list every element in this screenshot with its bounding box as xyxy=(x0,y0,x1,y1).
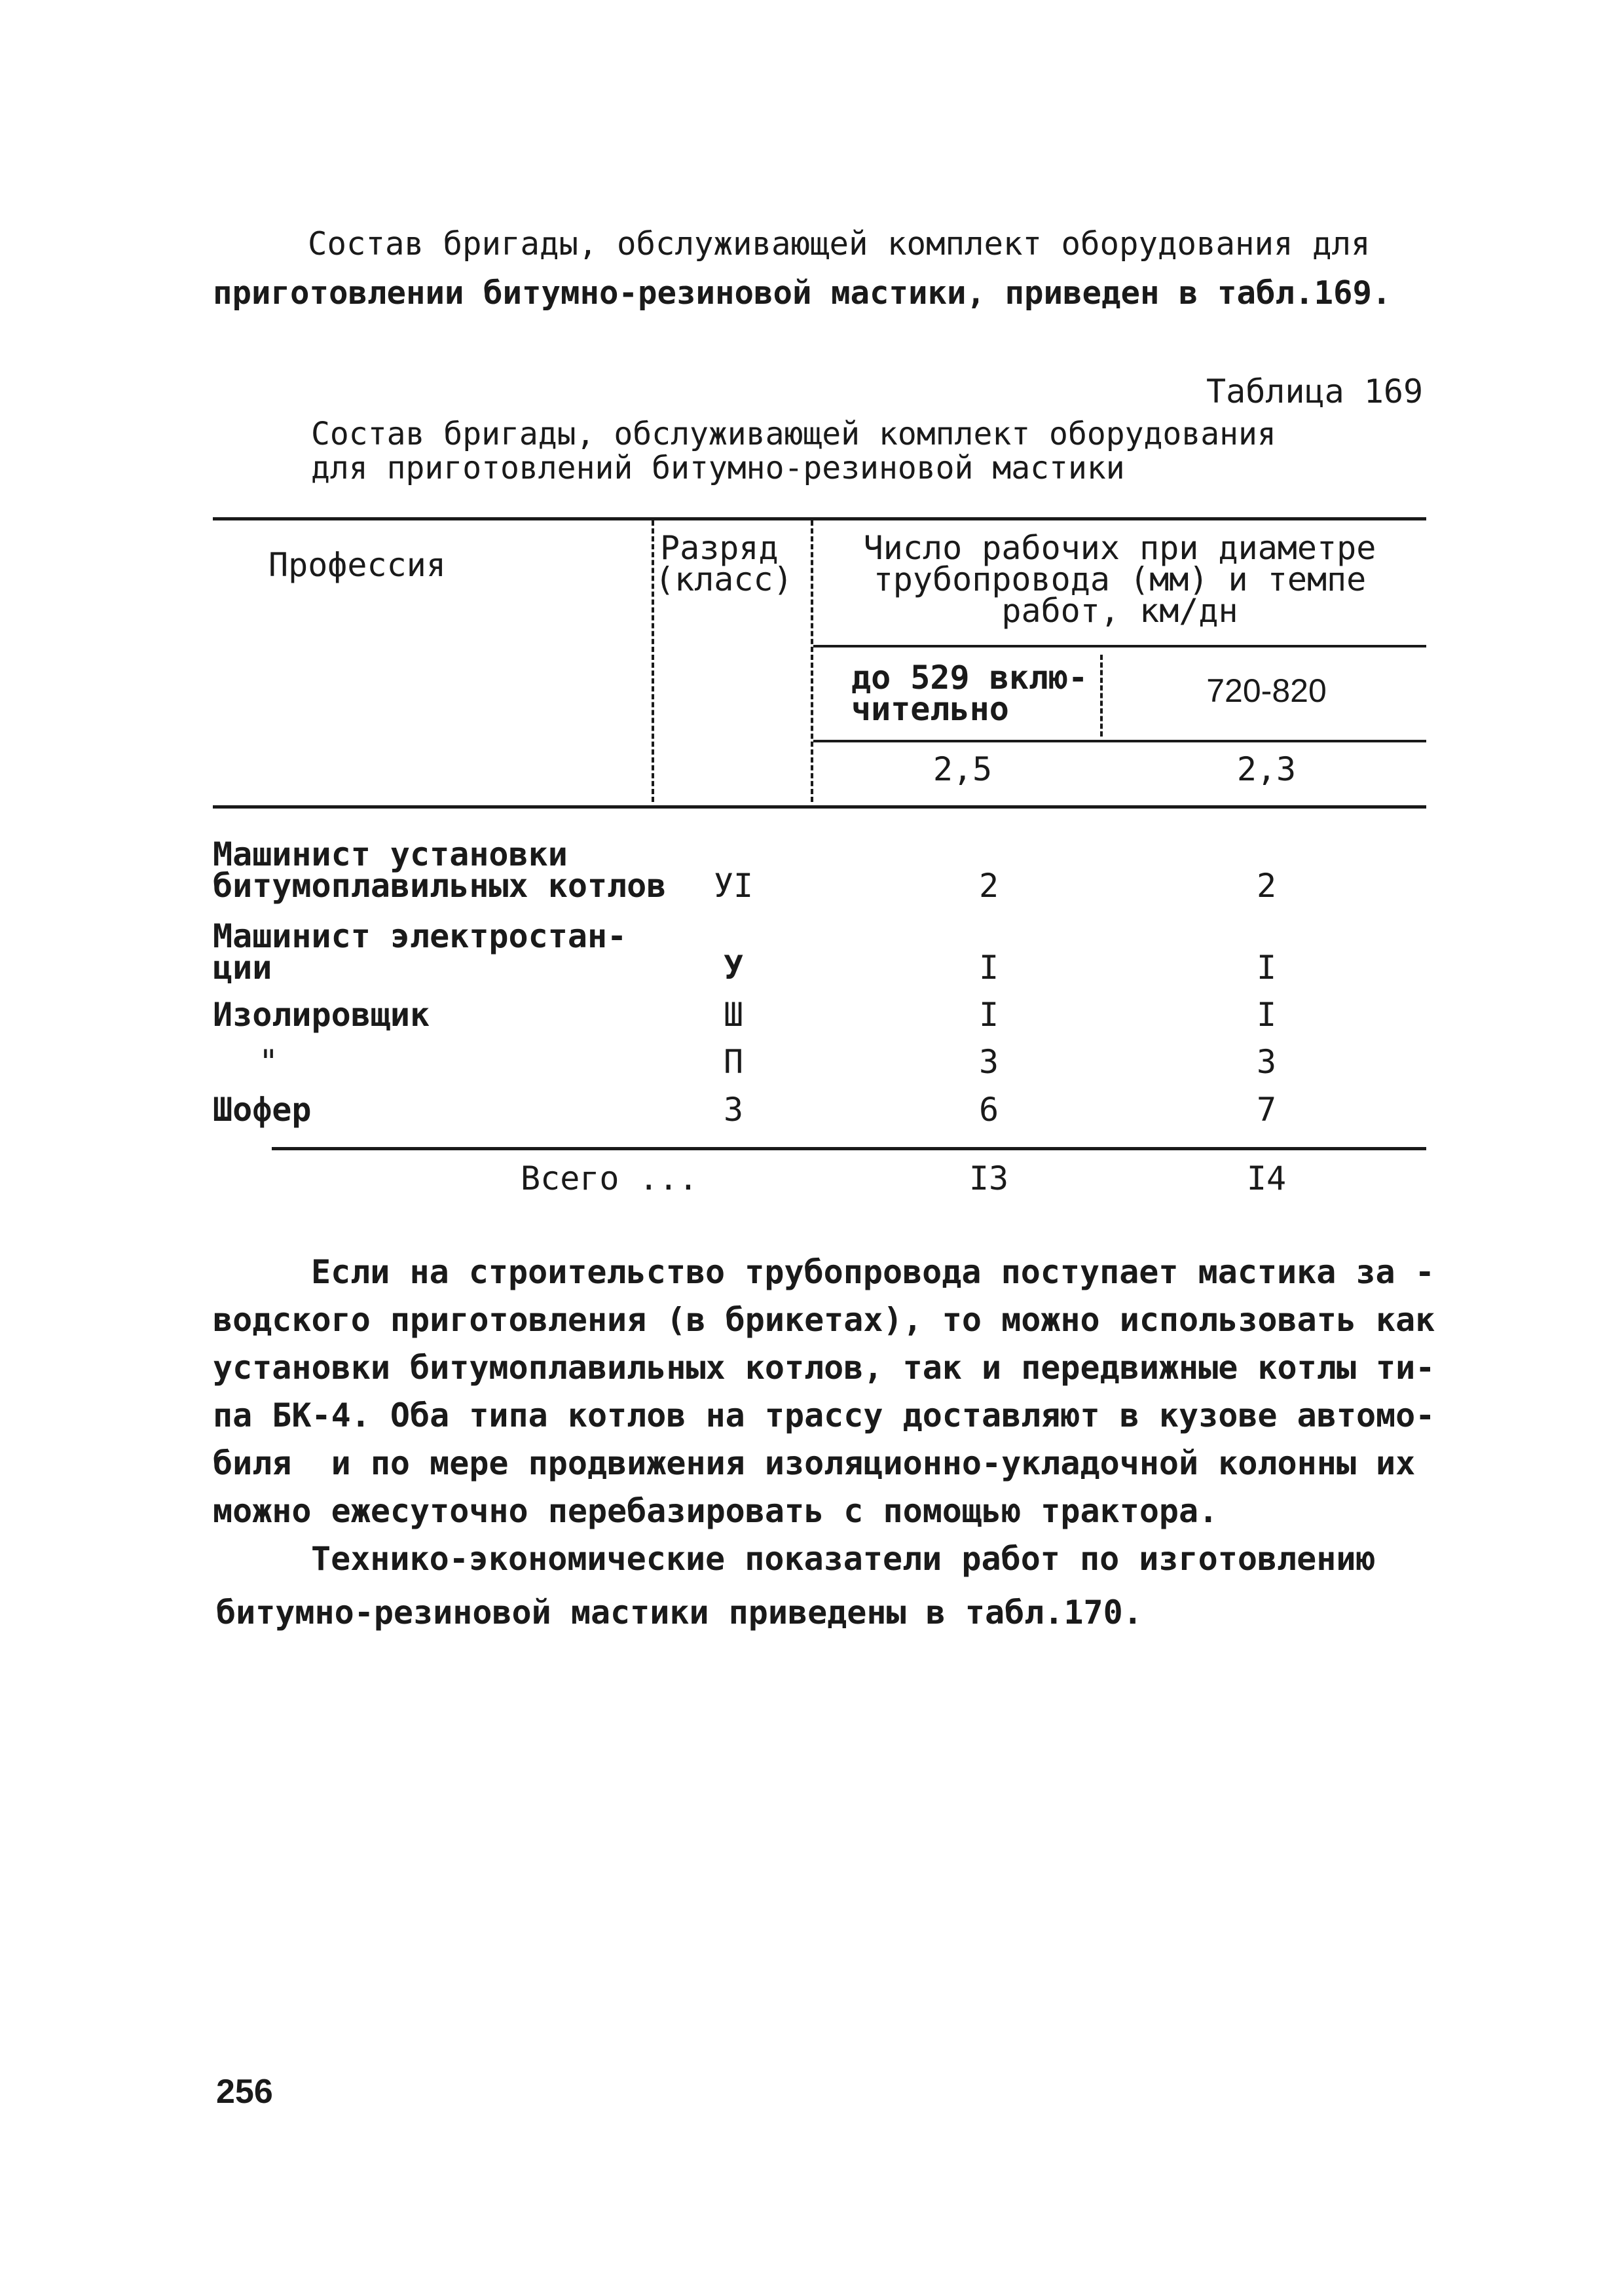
header-grade-line-2: (класс) xyxy=(655,560,793,598)
intro-line-2: приготовлении битумно-резиновой мастики, приведен в табл.169. xyxy=(213,274,1392,312)
row-1-grade: УI xyxy=(713,867,754,905)
header-workers-line-2: трубопровода (мм) и темпе xyxy=(873,560,1367,598)
row-5-profession: Шофер xyxy=(213,1091,312,1129)
row-4-profession: " xyxy=(259,1043,279,1081)
header-subrule-2 xyxy=(813,740,1426,742)
row-3-value-2: I xyxy=(1256,996,1277,1034)
row-4-grade: П xyxy=(723,1043,744,1081)
row-4-value-2: 3 xyxy=(1256,1043,1277,1081)
body-p2-line-2: битумно-резиновой мастики приведены в табл.170. xyxy=(216,1594,1143,1631)
row-5-value-1: 6 xyxy=(978,1091,999,1129)
column-divider-2 xyxy=(811,520,813,802)
header-subrule-1 xyxy=(813,645,1426,647)
header-col2: 720-820 xyxy=(1206,672,1327,709)
body-p1-line-6: можно ежесуточно перебазировать с помощью трактора. xyxy=(213,1492,1219,1530)
total-value-2: I4 xyxy=(1246,1159,1287,1197)
row-1-value-1: 2 xyxy=(978,867,999,905)
table-caption-line-2: для приготовлений битумно-резиновой мастики xyxy=(311,450,1125,486)
tempo-col2: 2,3 xyxy=(1236,750,1297,788)
header-profession: Профессия xyxy=(268,546,446,584)
body-p1-line-4: па БК-4. Оба типа котлов на трассу доставляют в кузове автомо- xyxy=(213,1396,1435,1434)
header-col1-line-2: чительно xyxy=(851,690,1009,728)
body-p1-line-5: биля и по мере продвижения изоляционно-укладочной колонны их xyxy=(213,1444,1416,1482)
body-p1-line-1: Если на строительство трубопровода поступает мастика за - xyxy=(311,1253,1435,1291)
row-3-grade: Ш xyxy=(723,996,744,1034)
row-2-value-1: I xyxy=(978,949,999,987)
row-4-value-1: 3 xyxy=(978,1043,999,1081)
total-rule xyxy=(272,1147,1426,1150)
tempo-col1: 2,5 xyxy=(932,750,993,788)
row-2-value-2: I xyxy=(1256,949,1277,987)
header-grade-line-1: Разряд xyxy=(660,529,779,567)
column-divider-1 xyxy=(652,520,654,802)
row-5-grade: 3 xyxy=(723,1091,744,1129)
total-value-1: I3 xyxy=(969,1159,1009,1197)
body-p2-line-1: Технико-экономические показатели работ по изготовлению xyxy=(311,1540,1376,1578)
table-top-rule xyxy=(213,517,1426,520)
header-workers-line-1: Число рабочих при диаметре xyxy=(863,529,1376,567)
row-3-value-1: I xyxy=(978,996,999,1034)
body-p1-line-3: установки битумоплавильных котлов, так и передвижные котлы ти- xyxy=(213,1349,1435,1387)
page-number: 256 xyxy=(216,2073,273,2111)
intro-line-1: Состав бригады, обслуживающей комплект оборудования для xyxy=(308,225,1371,263)
table-label: Таблица 169 xyxy=(1206,373,1424,410)
row-1-value-2: 2 xyxy=(1256,867,1277,905)
row-2-profession-line-1: Машинист электростан- xyxy=(213,917,627,955)
row-2-profession-line-2: ции xyxy=(213,949,272,987)
header-workers-line-3: работ, км/дн xyxy=(1001,592,1238,630)
table-caption-line-1: Состав бригады, обслуживающей комплект оборудования xyxy=(311,416,1276,452)
row-2-grade: У xyxy=(723,949,744,987)
row-1-profession-line-1: Машинист установки xyxy=(213,835,568,873)
row-1-profession-line-2: битумоплавильных котлов xyxy=(213,867,667,905)
body-p1-line-2: водского приготовления (в брикетах), то можно использовать как xyxy=(213,1301,1435,1339)
row-3-profession: Изолировщик xyxy=(213,996,430,1034)
header-bottom-rule xyxy=(213,805,1426,809)
header-col1-line-1: до 529 вклю- xyxy=(851,659,1088,697)
total-label: Всего ... xyxy=(521,1159,698,1197)
column-divider-3 xyxy=(1100,655,1103,737)
row-5-value-2: 7 xyxy=(1256,1091,1277,1129)
